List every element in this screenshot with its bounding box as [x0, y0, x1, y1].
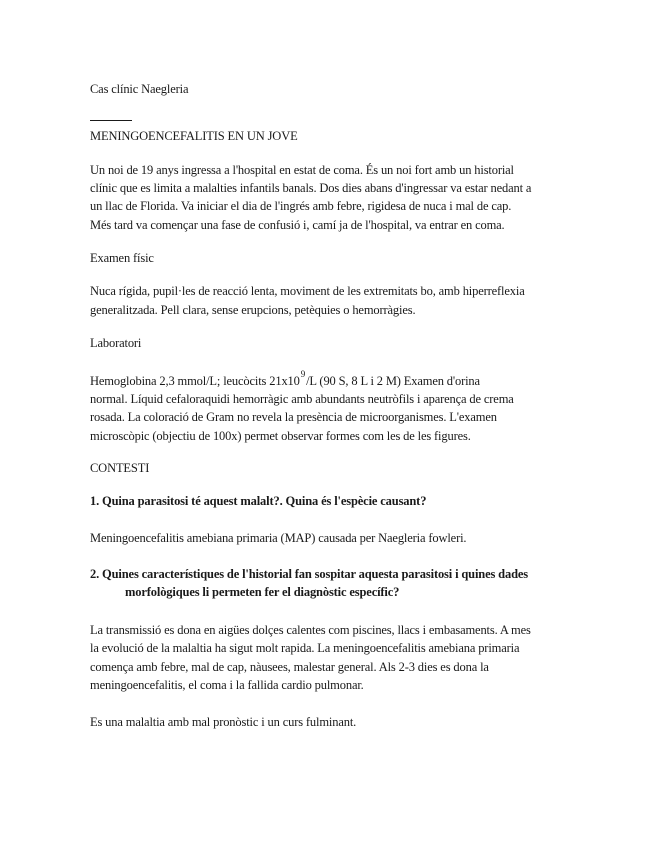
intro-line-3: un llac de Florida. Va iniciar el dia de l'ingrés amb febre, rigidesa de nuca i mal de cap.: [90, 199, 512, 213]
question-2-line-2: morfològiques li permeten fer el diagnòstic específic?: [125, 585, 400, 599]
answer-2-conclusion: Es una malaltia amb mal pronòstic i un curs fulminant.: [90, 715, 357, 729]
answer-2-line-4: meningoencefalitis, el coma i la fallida cardio pulmonar.: [90, 678, 364, 692]
question-2-line-1: 2. Quines característiques de l'historial fan sospitar aquesta parasitosi i quines dades: [90, 567, 528, 581]
answer-2-line-2: la evolució de la malaltia ha sigut molt rapida. La meningoencefalitis amebiana primaria: [90, 641, 520, 655]
lab-line-1-post: /L (90 S, 8 L i 2 M) Examen d'orina: [306, 374, 480, 388]
exam-line-1: Nuca rígida, pupil·les de reacció lenta, moviment de les extremitats bo, amb hiperreflexia: [90, 284, 525, 298]
exam-heading: Examen físic: [90, 251, 154, 265]
lab-heading: Laboratori: [90, 336, 142, 350]
lab-line-4: microscòpic (objectiu de 100x) permet observar formes com les de les figures.: [90, 429, 471, 443]
horizontal-rule: [90, 120, 132, 121]
document-title: Cas clínic Naegleria: [90, 82, 189, 96]
question-1: 1. Quina parasitosi té aquest malalt?. Quina és l'espècie causant?: [90, 494, 427, 508]
exam-line-2: generalitzada. Pell clara, sense erupcions, petèquies o hemorràgies.: [90, 303, 416, 317]
intro-line-2: clínic que es limita a malalties infantils banals. Dos dies abans d'ingressar va estar nedant a: [90, 181, 532, 195]
answer-2-line-3: comença amb febre, mal de cap, nàusees, malestar general. Als 2-3 dies es dona la: [90, 660, 489, 674]
lab-line-1: [90, 369, 480, 390]
intro-line-4: Més tard va començar una fase de confusió i, camí ja de l'hospital, va entrar en coma.: [90, 218, 505, 232]
intro-line-1: Un noi de 19 anys ingressa a l'hospital en estat de coma. És un noi fort amb un historial: [90, 163, 514, 177]
case-heading: MENINGOENCEFALITIS EN UN JOVE: [90, 129, 298, 143]
answer-2-line-1: La transmissió es dona en aigües dolçes calentes com piscines, llacs i embasaments. A mes: [90, 623, 531, 637]
lab-line-3: rosada. La coloració de Gram no revela la presència de microorganismes. L'examen: [90, 410, 497, 424]
answers-heading: CONTESTI: [90, 461, 150, 475]
lab-line-1-pre: Hemoglobina 2,3 mmol/L; leucòcits 21x10: [90, 374, 300, 388]
answer-1: Meningoencefalitis amebiana primaria (MAP) causada per Naegleria fowleri.: [90, 531, 467, 545]
lab-line-2: normal. Líquid cefaloraquidi hemorràgic amb abundants neutròfils i aparença de crema: [90, 392, 514, 406]
lab-exponent: 9: [300, 369, 306, 379]
